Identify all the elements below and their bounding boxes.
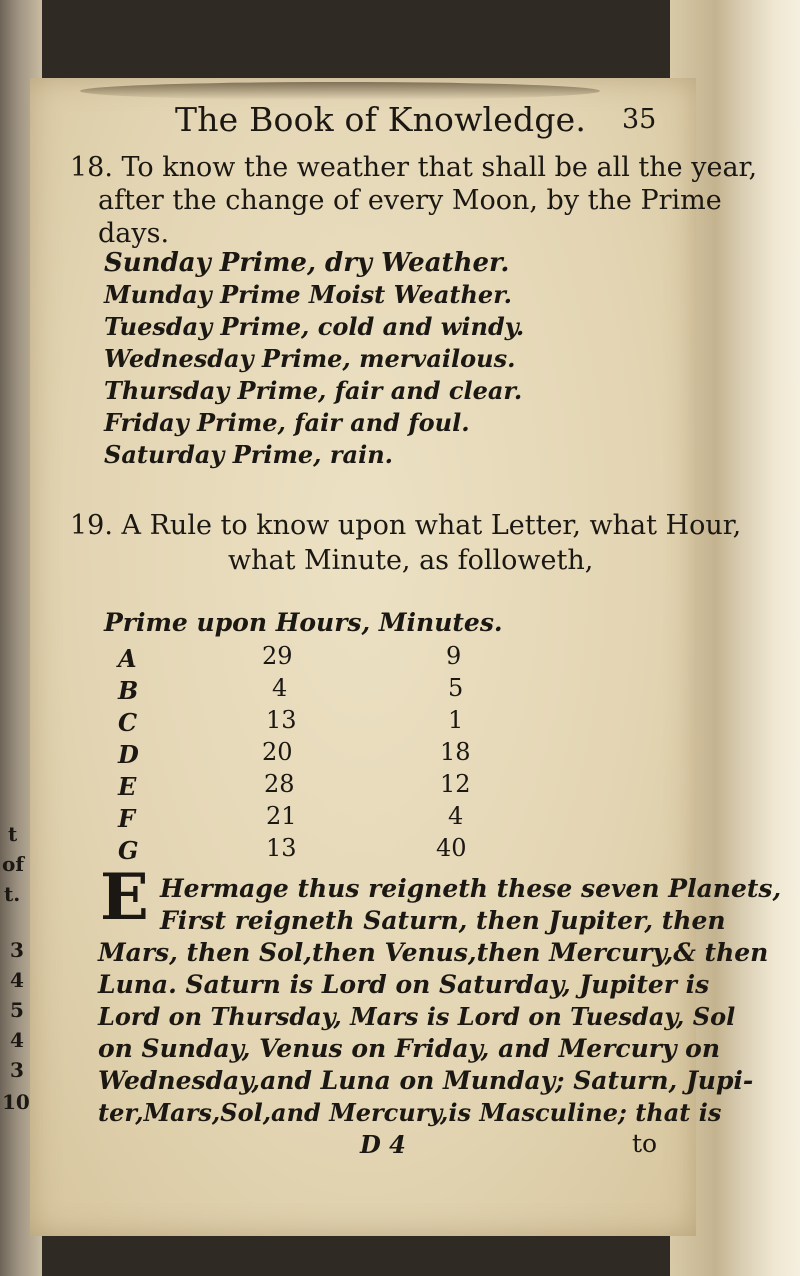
paragraph-line-4: Luna. Saturn is Lord on Saturday, Jupiter is xyxy=(98,970,710,999)
weather-sunday: Sunday Prime, dry Weather. xyxy=(104,248,510,278)
table-cell-hours: 13 xyxy=(266,706,297,734)
page-number: 35 xyxy=(622,104,657,135)
table-cell-hours: 29 xyxy=(262,642,293,670)
table-cell-minutes: 40 xyxy=(436,834,467,862)
table-cell-letter: F xyxy=(118,804,136,833)
table-cell-letter: D xyxy=(118,740,139,769)
table-cell-hours: 13 xyxy=(266,834,297,862)
table-cell-minutes: 9 xyxy=(446,642,462,670)
margin-fragment: 5 xyxy=(10,998,24,1022)
table-cell-hours: 4 xyxy=(272,674,288,702)
item-19-heading-line1: 19. A Rule to know upon what Letter, what Hour, xyxy=(70,510,742,541)
margin-fragment: 3 xyxy=(10,938,24,962)
paragraph-line-1: Hermage thus reigneth these seven Planets, xyxy=(160,874,782,903)
margin-fragment: of xyxy=(2,852,24,876)
table-cell-hours: 20 xyxy=(262,738,293,766)
table-cell-minutes: 4 xyxy=(448,802,464,830)
weather-friday: Friday Prime, fair and foul. xyxy=(104,408,470,437)
table-cell-minutes: 12 xyxy=(440,770,471,798)
page-top-shadow xyxy=(80,82,600,100)
margin-fragment: 10 xyxy=(2,1090,30,1114)
margin-fragment: t. xyxy=(4,882,21,906)
paragraph-line-2: First reigneth Saturn, then Jupiter, then xyxy=(160,906,726,935)
table-cell-hours: 28 xyxy=(264,770,295,798)
margin-fragment: t xyxy=(8,822,18,846)
item-18-heading-line3: days. xyxy=(98,218,170,249)
weather-thursday: Thursday Prime, fair and clear. xyxy=(104,376,523,405)
table-cell-minutes: 1 xyxy=(448,706,464,734)
prime-table-title: Prime upon Hours, Minutes. xyxy=(104,608,503,637)
paragraph-line-7: Wednesday,and Luna on Munday; Saturn, Jupi- xyxy=(98,1066,754,1095)
table-cell-letter: C xyxy=(118,708,138,737)
table-cell-letter: E xyxy=(118,772,137,801)
margin-fragment: 4 xyxy=(10,968,24,992)
margin-fragment: 3 xyxy=(10,1058,24,1082)
table-cell-minutes: 18 xyxy=(440,738,471,766)
paragraph-line-5: Lord on Thursday, Mars is Lord on Tuesday, Sol xyxy=(98,1002,736,1031)
paragraph-line-3: Mars, then Sol,then Venus,then Mercury,& then xyxy=(98,938,769,967)
weather-tuesday: Tuesday Prime, cold and windy. xyxy=(104,312,525,341)
table-cell-letter: B xyxy=(118,676,139,705)
signature-mark: D 4 xyxy=(360,1130,406,1159)
item-18-heading-line1: 18. To know the weather that shall be all the year, xyxy=(70,152,758,183)
drop-cap: E xyxy=(100,860,149,935)
table-cell-hours: 21 xyxy=(266,802,297,830)
margin-fragment: 4 xyxy=(10,1028,24,1052)
paragraph-line-8: ter,Mars,Sol,and Mercury,is Masculine; that is xyxy=(98,1098,722,1127)
weather-monday: Munday Prime Moist Weather. xyxy=(104,280,512,309)
weather-wednesday: Wednesday Prime, mervailous. xyxy=(104,344,516,373)
catchword: to xyxy=(632,1129,658,1158)
table-cell-letter: A xyxy=(118,644,137,673)
item-19-heading-line2: what Minute, as followeth, xyxy=(228,545,594,576)
table-cell-minutes: 5 xyxy=(448,674,464,702)
item-18-heading-line2: after the change of every Moon, by the Prime xyxy=(98,185,722,216)
table-cell-letter: G xyxy=(118,836,139,865)
weather-saturday: Saturday Prime, rain. xyxy=(104,440,393,469)
running-title: The Book of Knowledge. xyxy=(175,100,587,139)
paragraph-line-6: on Sunday, Venus on Friday, and Mercury on xyxy=(98,1034,721,1063)
